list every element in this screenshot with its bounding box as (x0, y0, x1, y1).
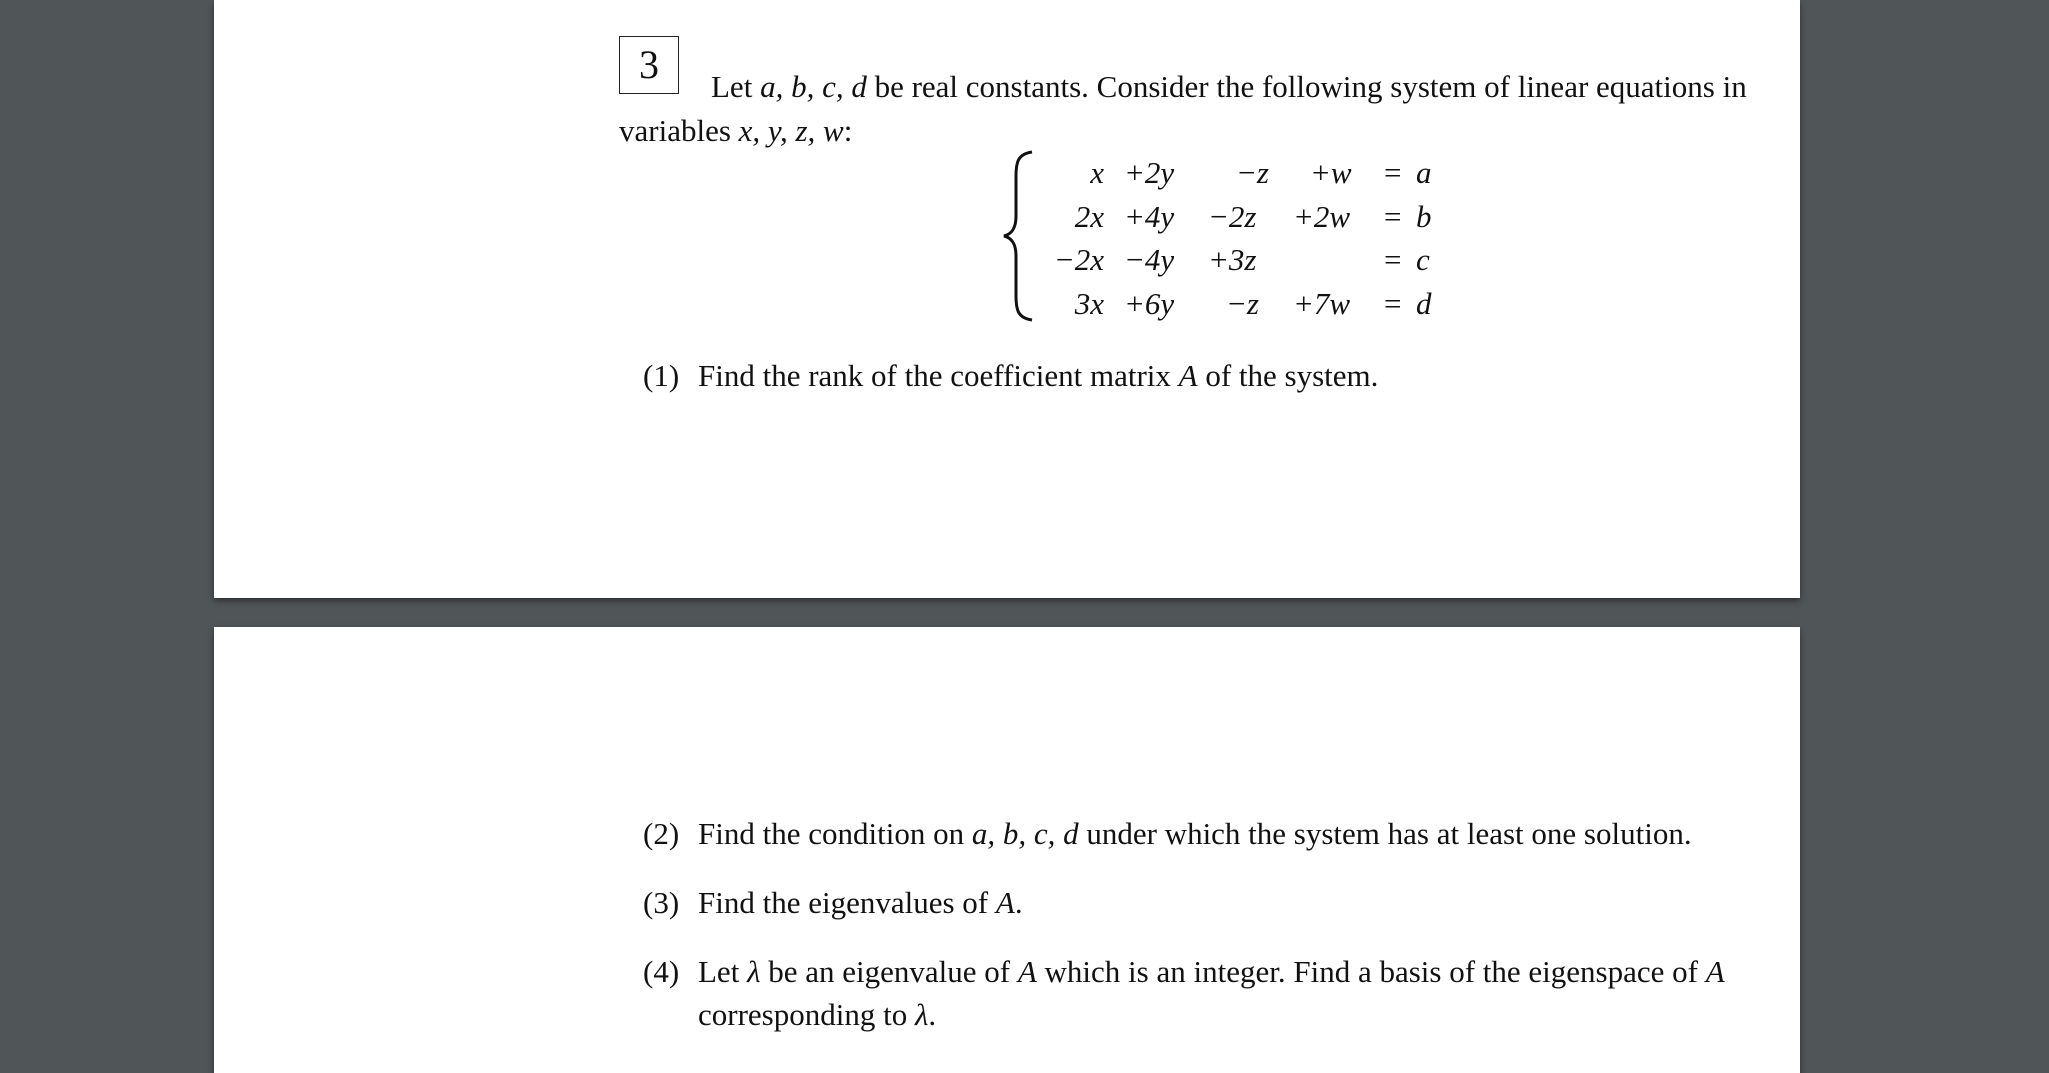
question-1-text-b: of the system. (1205, 358, 1379, 393)
question-3-number: (3) (643, 885, 680, 920)
eq4-term-y: +6y (1124, 285, 1175, 321)
question-3-var: A (995, 885, 1015, 920)
eq4-equals: = (1384, 285, 1402, 321)
question-4-line2-lambda: λ (914, 997, 929, 1032)
eq2-term-y: +4y (1124, 198, 1175, 234)
intro-variables: x, y, z, w (738, 113, 844, 148)
question-4-lambda: λ (747, 954, 761, 989)
eq1-term-y: +2y (1124, 155, 1175, 190)
question-2-text-a: Find the condition on (698, 816, 965, 851)
question-4-text-c: which is an integer. Find a basis of the eigenspace of (1044, 954, 1698, 989)
eq3-equals: = (1384, 242, 1402, 277)
eq1-rhs: a (1416, 155, 1432, 190)
eq1-term-w: +w (1310, 155, 1352, 190)
intro-line-2 (619, 111, 852, 151)
intro-let: Let (711, 69, 753, 104)
eq2-equals: = (1384, 198, 1402, 234)
question-3-text-b: . (1014, 885, 1023, 920)
document-page-2 (214, 627, 1800, 1073)
eq4-term-x: 3x (1074, 285, 1104, 321)
question-2-vars: a, b, c, d (971, 816, 1079, 851)
intro-line-1 (711, 67, 1747, 107)
question-1-text-a: Find the rank of the coefficient matrix (698, 358, 1171, 393)
question-2-number: (2) (643, 816, 680, 851)
question-4-var: A (1017, 954, 1037, 989)
question-1-var: A (1178, 358, 1198, 393)
eq3-term-y: −4y (1124, 242, 1175, 277)
document-page-1 (214, 0, 1800, 598)
intro-variables-word: variables (619, 113, 731, 148)
question-4-text-a: Let (698, 954, 740, 989)
eq3-term-z: +3z (1208, 242, 1257, 277)
question-2-text-b: under which the system has at least one solution. (1086, 816, 1692, 851)
intro-constants: a, b, c, d (760, 69, 867, 104)
question-4-line-2 (698, 994, 936, 1036)
question-3-text (698, 882, 1023, 924)
question-1-number: (1) (643, 358, 680, 393)
question-4-number: (4) (643, 954, 680, 989)
intro-colon: : (843, 113, 853, 148)
eq4-rhs: d (1416, 285, 1432, 321)
eq3-term-x: −2x (1053, 242, 1104, 277)
left-brace-icon (1002, 150, 1036, 322)
eq2-term-w: +2w (1293, 198, 1351, 234)
eq1-term-x: x (1090, 155, 1104, 190)
eq2-term-x: 2x (1074, 198, 1104, 234)
eq2-term-z: −2z (1208, 198, 1257, 234)
eq1-term-z: −z (1236, 155, 1269, 190)
question-1-text (698, 355, 1378, 397)
eq2-rhs: b (1416, 198, 1432, 234)
eq4-term-z: −z (1226, 285, 1259, 321)
question-4-line2-text: corresponding to (698, 997, 908, 1032)
eq1-equals: = (1384, 155, 1402, 190)
intro-text: be real constants. Consider the following system of linear equations in (874, 69, 1747, 104)
question-4-text-b: be an eigenvalue of (768, 954, 1011, 989)
question-4-text (698, 951, 1725, 993)
question-2-text (698, 813, 1692, 855)
question-3-text-a: Find the eigenvalues of (698, 885, 989, 920)
question-4-line2-period: . (928, 997, 937, 1032)
eq3-rhs: c (1416, 242, 1430, 277)
eq4-term-w: +7w (1293, 285, 1351, 321)
question-4-var2: A (1705, 954, 1725, 989)
problem-number-box: 3 (619, 36, 679, 94)
